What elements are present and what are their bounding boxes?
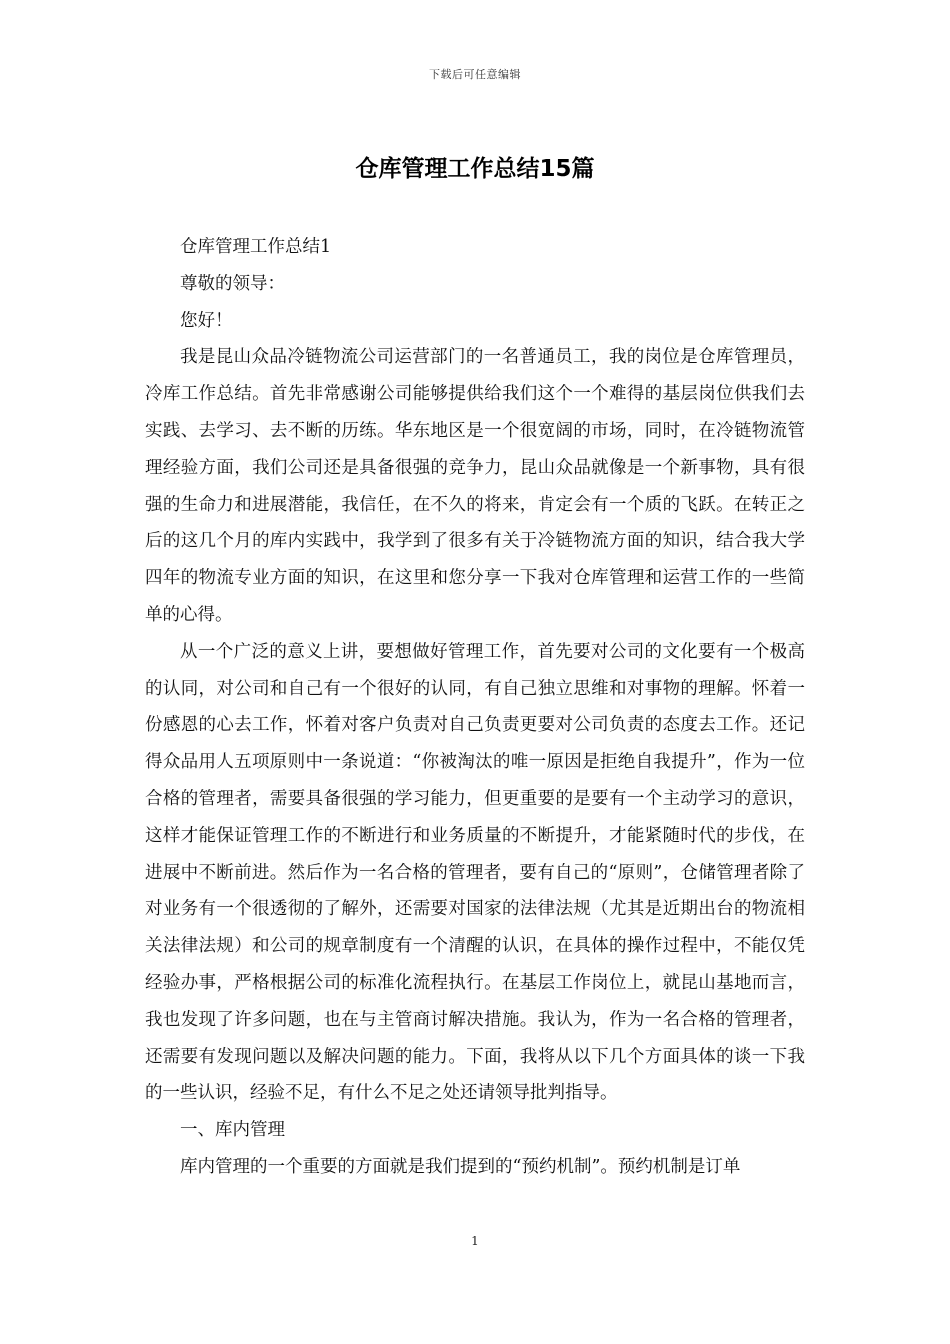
body-paragraph: 我是昆山众品冷链物流公司运营部门的一名普通员工，我的岗位是仓库管理员，冷库工作总结。首先非常感谢公司能够提供给我们这个一个难得的基层岗位供我们去实践、去学习、去不断的历练。华东地区是一个很宽阔的市场，同时，在冷链物流管理经验方面，我们公司还是具备很强的竞争力，昆山众品就像是一个新事物，具有很强的生命力和进展潜能，我信任，在不久的将来，肯定会有一个质的飞跃。在转正之后的这几个月的库内实践中，我学到了很多有关于冷链物流方面的知识，结合我大学四年的物流专业方面的知识，在这里和您分享一下我对仓库管理和运营工作的一些简单的心得。 xyxy=(145,347,805,625)
greeting: 您好！ xyxy=(180,310,233,331)
document-body xyxy=(145,229,805,1186)
page-number: 1 xyxy=(471,1234,479,1248)
page-header-note: 下载后可任意编辑 xyxy=(429,68,521,81)
body-paragraph: 库内管理的一个重要的方面就是我们提到的“预约机制”。预约机制是订单 xyxy=(180,1156,741,1177)
body-paragraph: 从一个广泛的意义上讲，要想做好管理工作，首先要对公司的文化要有一个极高的认同，对公司和自己有一个很好的认同，有自己独立思维和对事物的理解。怀着一份感恩的心去工作，怀着对客户负责对自己负责更要对公司负责的态度去工作。还记得众品用人五项原则中一条说道：“你被淘汰的唯一原因是拒绝自我提升”，作为一位合格的管理者，需要具备很强的学习能力，但更重要的是要有一个主动学习的意识，这样才能保证管理工作的不断进行和业务质量的不断提升，才能紧随时代的步伐，在进展中不断前进。然后作为一名合格的管理者，要有自己的“原则”，仓储管理者除了对业务有一个很透彻的了解外，还需要对国家的法律法规（尤其是近期出台的物流相关法律法规）和公司的规章制度有一个清醒的认识，在具体的操作过程中，不能仅凭经验办事，严格根据公司的标准化流程执行。在基层工作岗位上，就昆山基地而言，我也发现了许多问题，也在与主管商讨解决措施。我认为，作为一名合格的管理者，还需要有发现问题以及解决问题的能力。下面，我将从以下几个方面具体的谈一下我的一些认识，经验不足，有什么不足之处还请领导批判指导。 xyxy=(145,641,805,1104)
salutation: 尊敬的领导： xyxy=(180,273,285,294)
subsection-heading: 一、库内管理 xyxy=(180,1120,285,1141)
document-title: 仓库管理工作总结15篇 xyxy=(355,156,595,182)
section-heading: 仓库管理工作总结1 xyxy=(180,237,332,257)
